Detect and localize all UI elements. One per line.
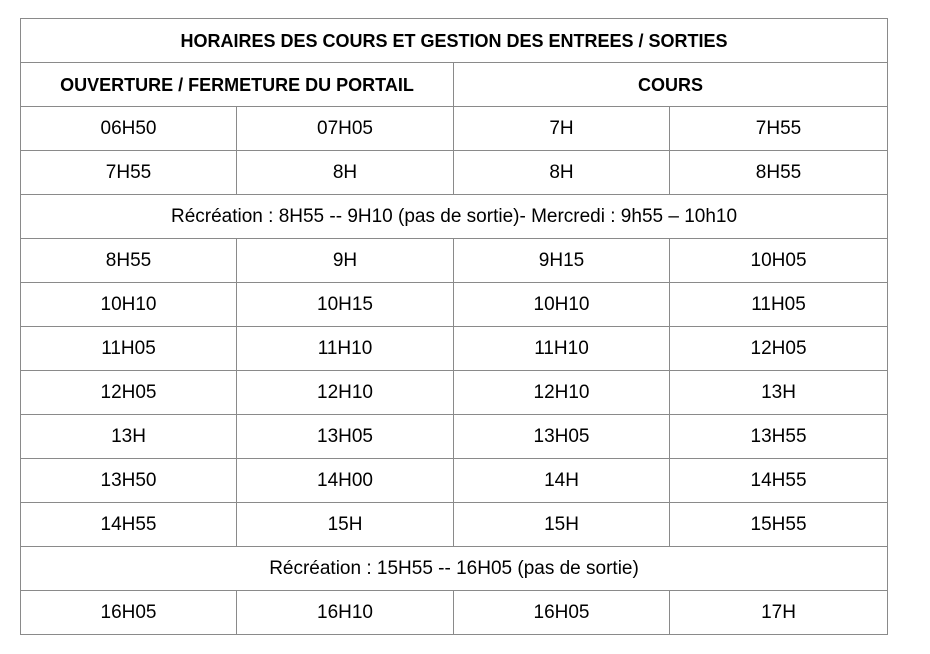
gate-open-time: 14H55: [21, 503, 237, 547]
header-row: [21, 63, 888, 107]
class-end-time: 17H: [670, 591, 888, 635]
class-start-time: 11H10: [454, 327, 670, 371]
table-row: [21, 239, 888, 283]
gate-close-time: 15H: [237, 503, 454, 547]
gate-open-time: 10H10: [21, 283, 237, 327]
class-start-time: 10H10: [454, 283, 670, 327]
schedule-body: [21, 19, 888, 635]
table-row: [21, 371, 888, 415]
gate-close-time: 11H10: [237, 327, 454, 371]
break-note: Récréation : 15H55 -- 16H05 (pas de sortie): [21, 547, 888, 591]
table-row: [21, 151, 888, 195]
class-start-time: 13H05: [454, 415, 670, 459]
gate-header: OUVERTURE / FERMETURE DU PORTAIL: [21, 63, 454, 107]
class-end-time: 15H55: [670, 503, 888, 547]
class-start-time: 12H10: [454, 371, 670, 415]
gate-close-time: 8H: [237, 151, 454, 195]
class-end-time: 12H05: [670, 327, 888, 371]
gate-close-time: 12H10: [237, 371, 454, 415]
class-start-time: 15H: [454, 503, 670, 547]
schedule-table: [20, 18, 888, 635]
class-end-time: 13H55: [670, 415, 888, 459]
class-end-time: 7H55: [670, 107, 888, 151]
table-row: [21, 459, 888, 503]
gate-open-time: 06H50: [21, 107, 237, 151]
gate-close-time: 13H05: [237, 415, 454, 459]
class-end-time: 14H55: [670, 459, 888, 503]
table-row: [21, 591, 888, 635]
gate-open-time: 11H05: [21, 327, 237, 371]
break-row: [21, 195, 888, 239]
table-row: [21, 327, 888, 371]
gate-open-time: 12H05: [21, 371, 237, 415]
class-start-time: 8H: [454, 151, 670, 195]
table-title: HORAIRES DES COURS ET GESTION DES ENTREES / SORTIES: [21, 19, 888, 63]
gate-close-time: 10H15: [237, 283, 454, 327]
gate-open-time: 16H05: [21, 591, 237, 635]
class-end-time: 8H55: [670, 151, 888, 195]
table-row: [21, 107, 888, 151]
class-start-time: 14H: [454, 459, 670, 503]
class-start-time: 16H05: [454, 591, 670, 635]
break-row: [21, 547, 888, 591]
class-end-time: 13H: [670, 371, 888, 415]
gate-close-time: 9H: [237, 239, 454, 283]
class-end-time: 11H05: [670, 283, 888, 327]
classes-header: COURS: [454, 63, 888, 107]
table-row: [21, 415, 888, 459]
gate-close-time: 14H00: [237, 459, 454, 503]
gate-close-time: 16H10: [237, 591, 454, 635]
gate-close-time: 07H05: [237, 107, 454, 151]
gate-open-time: 7H55: [21, 151, 237, 195]
class-start-time: 9H15: [454, 239, 670, 283]
title-row: [21, 19, 888, 63]
break-note: Récréation : 8H55 -- 9H10 (pas de sortie)- Mercredi : 9h55 – 10h10: [21, 195, 888, 239]
class-start-time: 7H: [454, 107, 670, 151]
gate-open-time: 13H: [21, 415, 237, 459]
table-row: [21, 283, 888, 327]
gate-open-time: 13H50: [21, 459, 237, 503]
class-end-time: 10H05: [670, 239, 888, 283]
table-row: [21, 503, 888, 547]
gate-open-time: 8H55: [21, 239, 237, 283]
